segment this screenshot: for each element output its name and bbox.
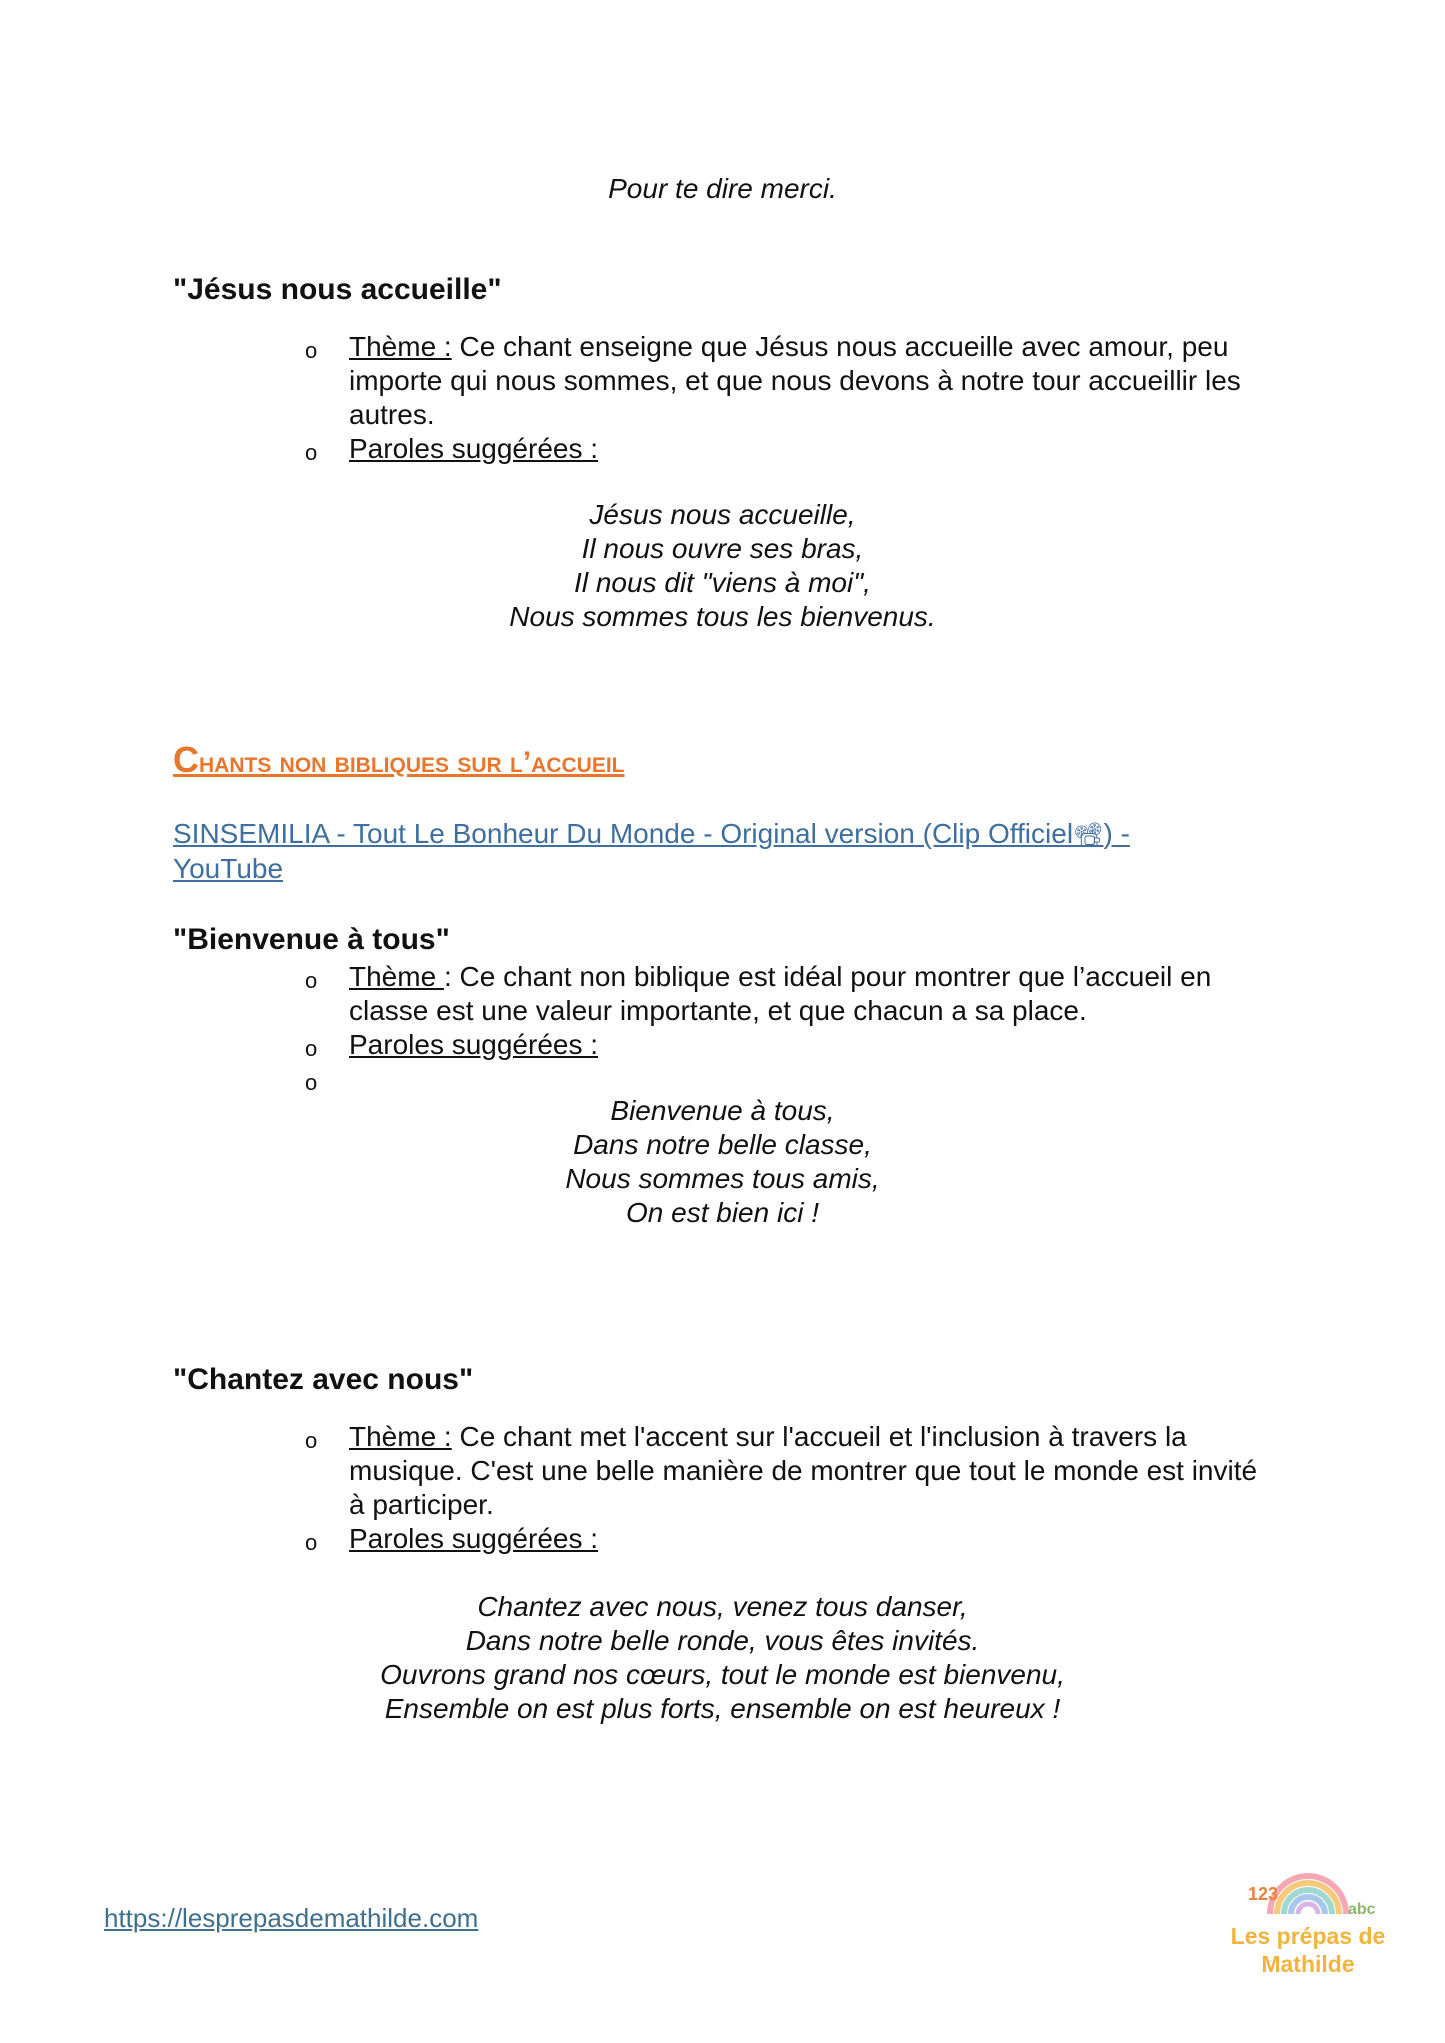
lyrics-item [349, 1522, 1279, 1556]
lyric-line: Nous sommes tous les bienvenus. [509, 601, 936, 632]
song-title-jesus-nous-accueille: "Jésus nous accueille" [173, 273, 502, 306]
lyric-line: Il nous ouvre ses bras, [581, 533, 864, 564]
theme-text: Ce chant enseigne que Jésus nous accueille avec amour, peu importe qui nous sommes, et que nous devons à notre tour accueillir les autres. [349, 331, 1241, 430]
youtube-link-line2[interactable]: YouTube [173, 853, 284, 884]
youtube-link-tail[interactable]: ) - [1103, 818, 1130, 849]
lyric-line: Bienvenue à tous, [610, 1095, 835, 1126]
lyrics-block [0, 1590, 1445, 1726]
lyric-line: Ouvrons grand nos cœurs, tout le monde est bienvenu, [380, 1659, 1065, 1690]
lyric-line: Jésus nous accueille, [589, 499, 856, 530]
brand-logo [1228, 1852, 1388, 1982]
theme-label: Thème : [349, 1421, 452, 1452]
lyric-line: Dans notre belle classe, [573, 1129, 872, 1160]
closing-lyric-line [0, 172, 1445, 206]
theme-text: : Ce chant non biblique est idéal pour montrer que l’accueil en classe est une valeur importante, et que chacun a sa place. [349, 961, 1212, 1026]
lyric-line: On est bien ici ! [626, 1197, 819, 1228]
theme-item [349, 330, 1279, 432]
lyrics-label: Paroles suggérées : [349, 1523, 599, 1554]
logo-text-line1: Les prépas de [1230, 1923, 1386, 1949]
logo-letters: abc [1348, 1901, 1376, 1918]
bullet-icon: o [305, 338, 318, 363]
bullet-icon: o [305, 440, 318, 465]
youtube-link[interactable] [173, 816, 1130, 854]
bullet-icon: o [305, 1428, 318, 1453]
lyrics-label: Paroles suggérées : [349, 433, 599, 464]
bullet-icon: o [305, 968, 318, 993]
bullet-icon: o [305, 1070, 318, 1095]
lyrics-block [0, 1094, 1445, 1230]
heading-rest: hants non bibliques sur l’accueil [199, 746, 625, 779]
song-title-chantez-avec-nous: "Chantez avec nous" [173, 1363, 474, 1396]
youtube-link-text[interactable]: SINSEMILIA - Tout Le Bonheur Du Monde - Original version (Clip Officiel [173, 818, 1074, 849]
logo-text-line2: Mathilde [1261, 1951, 1355, 1977]
section-heading [173, 738, 625, 785]
song-title-bienvenue-a-tous: "Bienvenue à tous" [173, 923, 450, 956]
lyric-line: Il nous dit "viens à moi", [574, 567, 871, 598]
theme-item [349, 1420, 1279, 1522]
lyrics-item [349, 1028, 1279, 1062]
theme-label: Thème [349, 961, 444, 992]
theme-item [349, 960, 1279, 1028]
lyrics-block [0, 498, 1445, 634]
lyric-line: Nous sommes tous amis, [565, 1163, 880, 1194]
rainbow-icon [1228, 1852, 1388, 1918]
bullet-icon: o [305, 1036, 318, 1061]
lyric-line: Pour te dire merci. [608, 173, 837, 204]
theme-text: Ce chant met l'accent sur l'accueil et l'inclusion à travers la musique. C'est une belle manière de montrer que tout le monde est invité à participer. [349, 1421, 1258, 1520]
bullet-icon: o [305, 1530, 318, 1555]
logo-digits: 123 [1248, 1884, 1279, 1904]
theme-label: Thème : [349, 331, 452, 362]
lyrics-label: Paroles suggérées : [349, 1029, 599, 1060]
lyric-line: Ensemble on est plus forts, ensemble on est heureux ! [384, 1693, 1061, 1724]
footer-website-link[interactable]: https://lesprepasdemathilde.com [104, 1903, 479, 1933]
lyrics-item [349, 432, 1279, 466]
lyric-line: Chantez avec nous, venez tous danser, [477, 1591, 968, 1622]
film-projector-icon: 📽 [1073, 822, 1104, 849]
lyric-line: Dans notre belle ronde, vous êtes invités. [465, 1625, 980, 1656]
heading-initial: C [173, 739, 199, 780]
